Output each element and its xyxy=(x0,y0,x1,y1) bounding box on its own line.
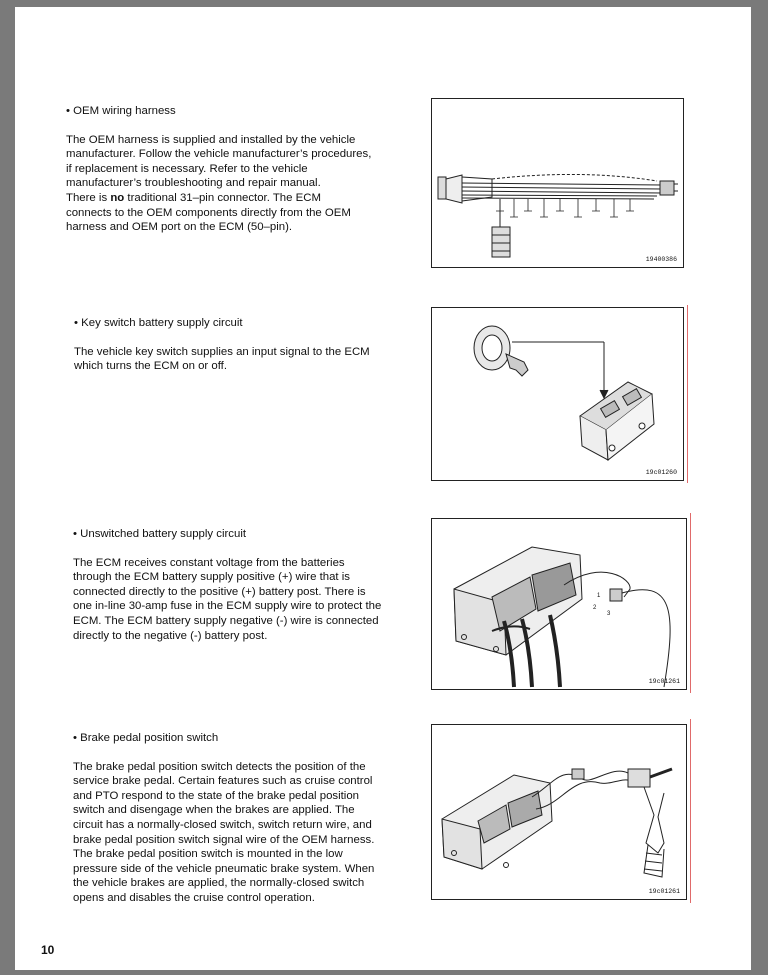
section-key-switch xyxy=(74,316,374,374)
paragraph: The ECM receives constant voltage from the batteries through the ECM battery supply positive (+) wire that is connected directly to the positive (+) battery post. There is one in-line 30-amp fuse in the ECM supply wire to protect the ECM. The ECM battery supply negative (-) wire is connected directly to the negative (-) battery post. xyxy=(73,556,382,642)
section-unswitched-battery xyxy=(73,527,383,643)
text-run: traditional 31–pin connector. The ECM xyxy=(124,191,321,204)
figure-code: 19c01260 xyxy=(645,469,677,476)
figure-key-switch xyxy=(431,307,684,481)
ecm-battery-illustration xyxy=(432,519,686,689)
paragraph: The OEM harness is supplied and installed by the vehicle manufacturer. Follow the vehicle manufacturer’s procedures, if replacement is necessary. Refer to the vehicle manufacturer’s troubleshooting and repair manual. xyxy=(66,133,372,190)
paragraph: The vehicle key switch supplies an input signal to the ECM which turns the ECM on or off. xyxy=(74,345,370,373)
paragraph: The brake pedal position switch is mounted in the low pressure side of the vehicle pneumatic brake system. When the vehicle brakes are applied, the normally-closed switch opens and disables the cruise control operation. xyxy=(73,848,375,904)
figure-brake-pedal-switch xyxy=(431,724,687,900)
margin-line xyxy=(690,719,691,903)
section-heading: • Key switch battery supply circuit xyxy=(74,317,243,329)
key-switch-illustration xyxy=(432,308,683,480)
figure-oem-harness xyxy=(431,98,684,268)
figure-code: 19400386 xyxy=(645,256,677,263)
figure-code: 19c01261 xyxy=(648,678,680,685)
section-oem-wiring-harness xyxy=(66,104,378,235)
section-heading: • Brake pedal position switch xyxy=(73,732,219,744)
brake-switch-illustration xyxy=(432,725,686,899)
margin-line xyxy=(690,513,691,693)
figure-label: 2 xyxy=(593,605,597,611)
figure-code: 19c01261 xyxy=(648,888,680,895)
paragraph xyxy=(66,191,378,206)
margin-line xyxy=(687,305,688,483)
text-run: There is xyxy=(66,191,111,204)
page-number: 10 xyxy=(41,943,55,957)
figure-label: 1 xyxy=(597,593,601,599)
section-heading: • OEM wiring harness xyxy=(66,105,176,117)
section-brake-pedal-switch xyxy=(73,731,383,906)
manual-page xyxy=(15,7,751,970)
paragraph: connects to the OEM components directly from the OEM harness and OEM port on the ECM (50–pin). xyxy=(66,206,351,234)
figure-label: 3 xyxy=(607,611,611,617)
paragraph: The brake pedal position switch detects the position of the service brake pedal. Certain features such as cruise control and PTO respond to the state of the brake pedal position switch and disengage when the brakes are applied. The circuit has a normally-closed switch, switch return wire, and brake pedal position switch signal wire of the OEM harness. xyxy=(73,760,375,846)
bold-text: no xyxy=(110,191,125,204)
figure-unswitched-battery xyxy=(431,518,687,690)
harness-illustration xyxy=(432,99,683,267)
section-heading: • Unswitched battery supply circuit xyxy=(73,528,247,540)
